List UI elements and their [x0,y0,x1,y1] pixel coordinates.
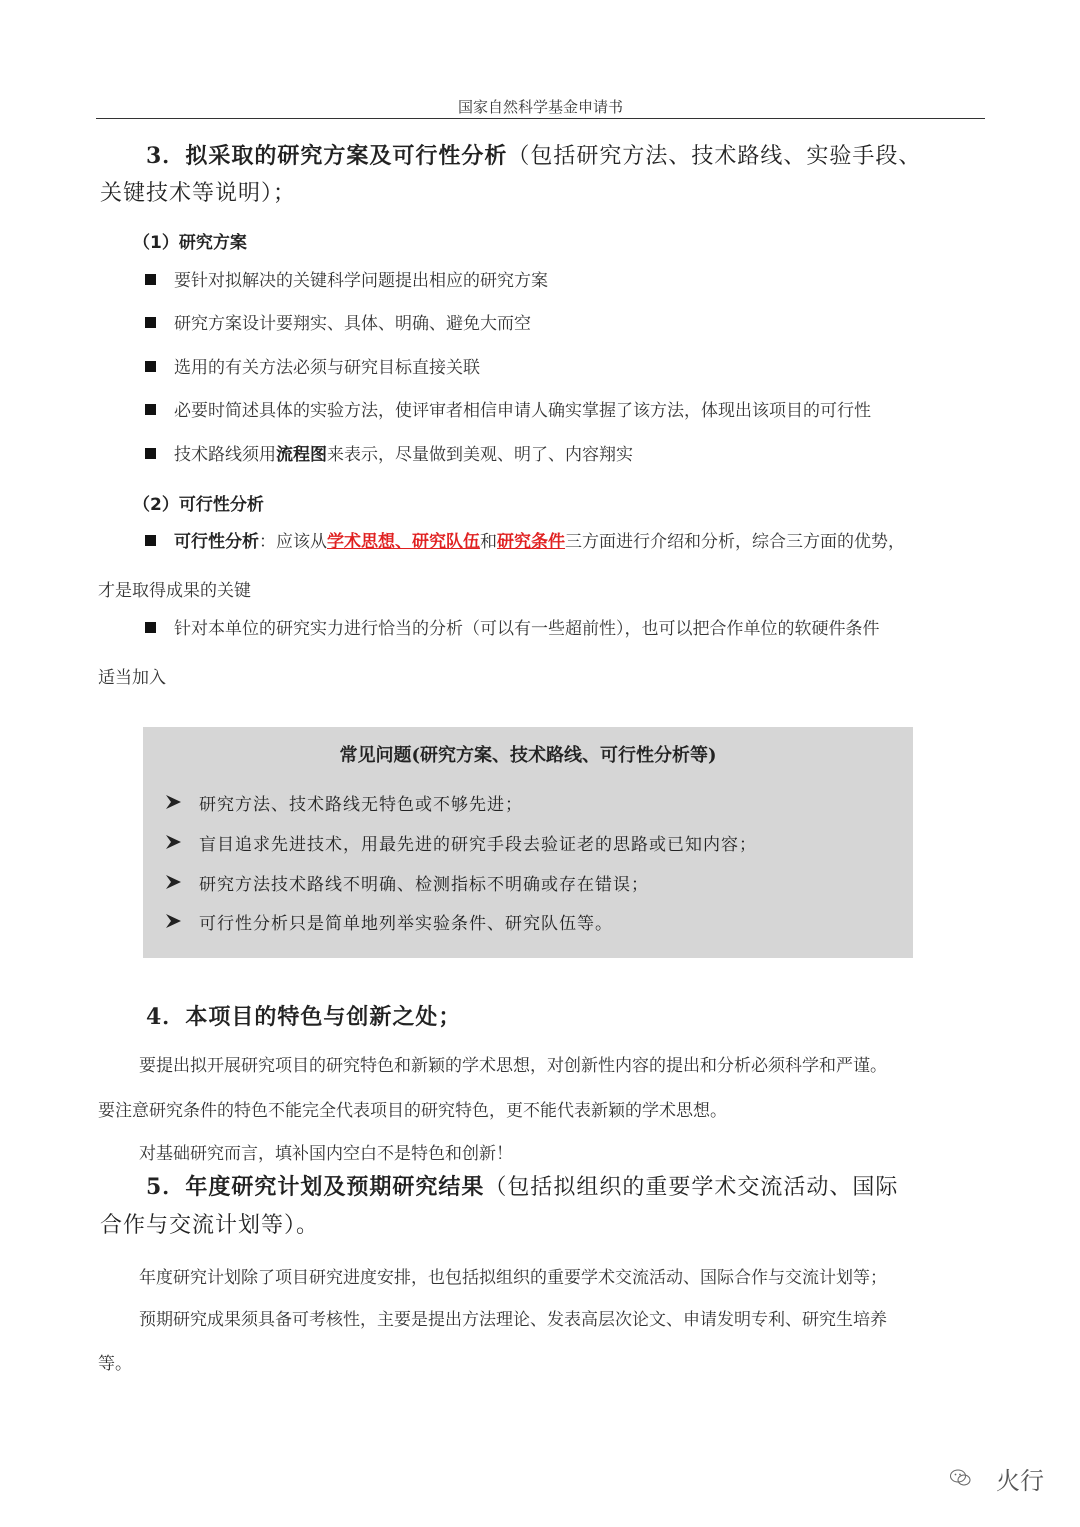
highlight-research-team: 研究队伍 [412,532,480,552]
section4-heading [146,999,986,1036]
common-issues-box [143,727,913,958]
section4-para1b: 要注意研究条件的特色不能完全代表项目的研究特色，更不能代表新颖的学术思想。 [98,1101,727,1121]
list-item: 研究方法技术路线不明确、检测指标不明确或存在错误； [165,870,649,895]
highlight-research-conditions: 研究条件 [497,532,565,552]
subsection-research-plan: （1）研究方案 [133,233,247,253]
list-item: 可行性分析只是简单地列举实验条件、研究队伍等。 [165,909,613,934]
section3-title: 拟采取的研究方案及可行性分析 [185,143,508,169]
square-bullet-icon [145,448,156,459]
section5-heading-line1 [146,1169,986,1206]
section4-para2: 对基础研究而言，填补国内空白不是特色和创新！ [139,1144,513,1164]
square-bullet-icon [145,317,156,328]
section5-heading-line2 [100,1207,985,1244]
watermark-text: 火行 [996,1467,1044,1495]
section5-title-sub2: 合作与交流计划等）。 [100,1213,320,1238]
list-item: 针对本单位的研究实力进行恰当的分析（可以有一些超前性），也可以把合作单位的软硬件条件 [145,608,985,651]
header-rule [96,118,985,119]
flowchart-emphasis: 流程图 [276,445,327,465]
arrow-bullet-icon [165,913,187,934]
section5-para2b: 等。 [98,1354,132,1374]
highlight-academic-idea: 学术思想 [327,532,395,552]
list-item: 可行性分析：应该从学术思想、研究队伍和研究条件三方面进行介绍和分析，综合三方面的优势， [145,521,985,564]
section5-number: 5． [146,1174,186,1200]
feasibility-label: 可行性分析 [174,532,259,552]
square-bullet-icon [145,404,156,415]
list-item: 研究方案设计要翔实、具体、明确、避免大而空 [145,303,985,346]
square-bullet-icon [145,622,156,633]
arrow-bullet-icon [165,794,187,815]
section4-para1a: 要提出拟开展研究项目的研究特色和新颖的学术思想，对创新性内容的提出和分析必须科学和严谨。 [139,1056,887,1076]
list-item: 必要时简述具体的实验方法，使评审者相信申请人确实掌握了该方法，体现出该项目的可行性 [145,390,985,433]
section5-para1: 年度研究计划除了项目研究进度安排，也包括拟组织的重要学术交流活动、国际合作与交流计划等； [139,1268,887,1288]
list-item: 研究方法、技术路线无特色或不够先进； [165,790,523,815]
list-item: 盲目追求先进技术，用最先进的研究手段去验证老的思路或已知内容； [165,830,757,855]
section3-title-sub2: 关键技术等说明）； [100,181,297,206]
wechat-icon [948,1455,998,1499]
list-item: 技术路线须用流程图来表示，尽量做到美观、明了、内容翔实 [145,434,985,477]
section5-title: 年度研究计划及预期研究结果 [185,1174,485,1200]
arrow-bullet-icon [165,834,187,855]
section3-heading-line1 [146,138,986,175]
f2-continuation: 适当加入 [98,668,166,688]
subsection-feasibility: （2）可行性分析 [133,495,264,515]
section4-number: 4． [146,1004,186,1030]
section3-heading-line2 [100,175,985,212]
header-title: 国家自然科学基金申请书 [457,98,623,116]
list-item: 要针对拟解决的关键科学问题提出相应的研究方案 [145,260,985,303]
square-bullet-icon [145,361,156,372]
arrow-bullet-icon [165,874,187,895]
section3-number: 3． [146,143,186,169]
list-item: 选用的有关方法必须与研究目标直接关联 [145,347,985,390]
section5-para2a: 预期研究成果须具备可考核性，主要是提出方法理论、发表高层次论文、申请发明专利、研究生培养 [139,1310,887,1330]
section3-title-sub1: （包括研究方法、技术路线、实验手段、 [507,144,922,169]
square-bullet-icon [145,535,156,546]
common-issues-title: 常见问题(研究方案、技术路线、可行性分析等) [339,745,717,766]
section4-title: 本项目的特色与创新之处； [185,1004,462,1030]
feasibility-continuation: 才是取得成果的关键 [98,581,251,601]
section5-title-sub1: （包括拟组织的重要学术交流活动、国际 [484,1175,899,1200]
square-bullet-icon [145,274,156,285]
